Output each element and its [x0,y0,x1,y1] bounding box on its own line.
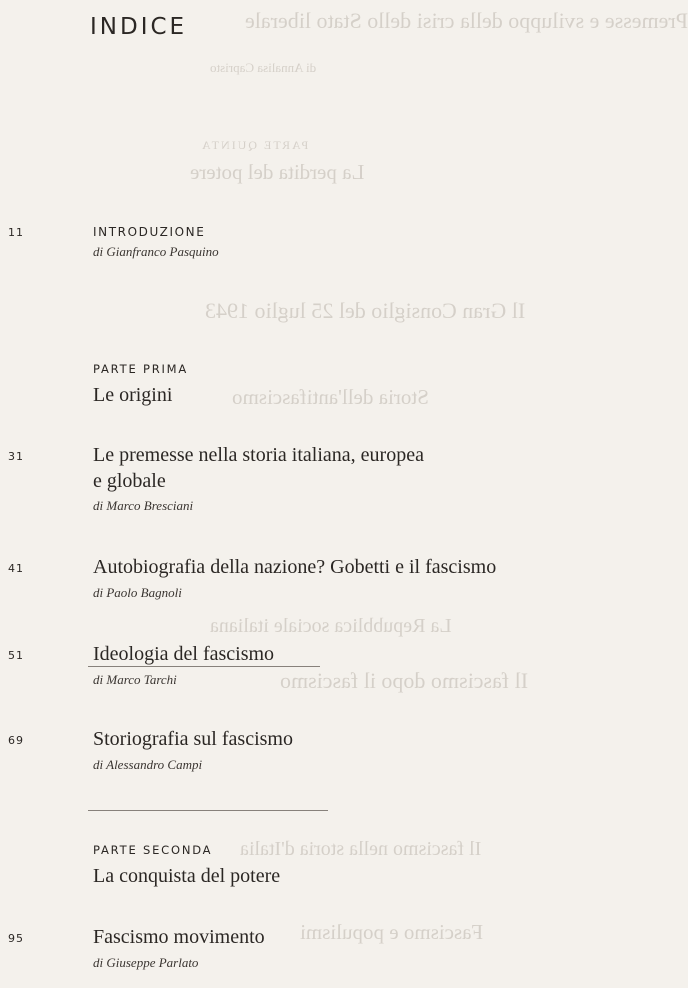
ghost-text: Il Gran Consiglio del 25 luglio 1943 [205,298,526,323]
part-label: PARTE PRIMA [93,362,189,376]
page-number: 41 [8,562,24,575]
entry-title-line1: Le premesse nella storia italiana, europea [93,444,424,466]
part-label: PARTE SECONDA [93,843,213,857]
page-number: 51 [8,649,24,662]
entry-title: Fascismo movimento [93,926,265,948]
pencil-underline [88,666,320,667]
ghost-text: PARTE QUINTA [200,138,309,152]
entry-title: Storiografia sul fascismo [93,728,293,750]
page-number: 95 [8,932,24,945]
page-number: 69 [8,734,24,747]
page-title: INDICE [90,14,188,40]
entry-author: di Marco Tarchi [93,672,177,687]
part-title: Le origini [93,384,173,406]
ghost-text: Premesse e sviluppo della crisi dello Stato liberale [245,8,688,33]
entry-title: Autobiografia della nazione? Gobetti e il fascismo [93,556,497,578]
ghost-text: Il fascismo dopo il fascismo [280,668,529,693]
ghost-text: Fascismo e populismi [300,920,484,944]
entry-title: INTRODUZIONE [93,225,206,239]
entry-author: di Marco Bresciani [93,498,194,513]
part-title: La conquista del potere [93,865,281,887]
entry-author: di Gianfranco Pasquino [93,244,219,259]
ghost-text: di Annalisa Capristo [210,60,317,75]
entry-title-line2: e globale [93,470,166,492]
ghost-text: La perdita del potere [190,160,365,184]
pencil-underline [88,810,328,811]
entry-author: di Giuseppe Parlato [93,955,199,970]
entry-title: Ideologia del fascismo [93,643,275,665]
page-number: 31 [8,450,24,463]
ghost-text: La Repubblica sociale italiana [210,615,452,637]
ghost-text: Storia dell'antifascismo [232,385,429,409]
page-number: 11 [8,226,24,239]
entry-author: di Alessandro Campi [93,757,203,772]
ghost-text: Il fascismo nella storia d'Italia [240,838,482,860]
entry-author: di Paolo Bagnoli [93,585,182,600]
